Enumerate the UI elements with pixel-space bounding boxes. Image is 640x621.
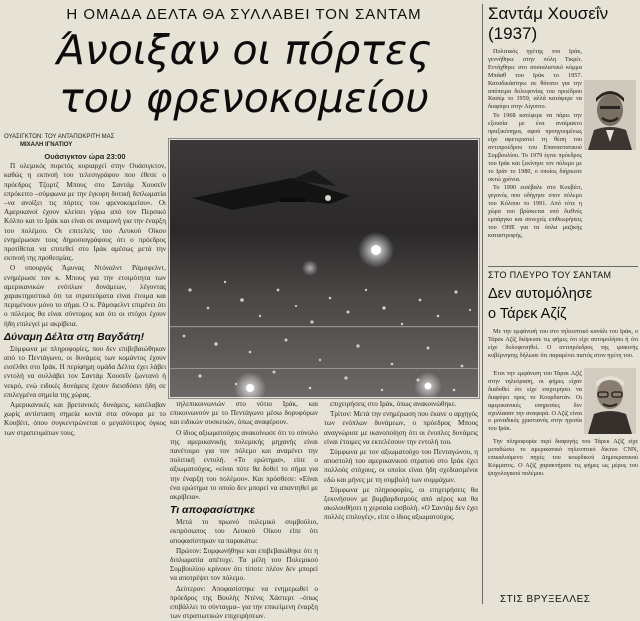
headline-line-1: Άνοιξαν οι πόρτες <box>56 26 432 74</box>
article-kicker: Η ΟΜΑΔΑ ΔΕΛΤΑ ΘΑ ΣΥΛΛΑΒΕΙ ΤΟΝ ΣΑΝΤΑΜ <box>66 6 422 23</box>
paragraph: επιχειρήσεις στο Ιράκ, όπως ανακοινώθηκε. <box>330 400 457 408</box>
stealth-bomber-photo <box>170 140 478 397</box>
article-column-3 <box>324 400 478 604</box>
paragraph: Σύμφωνα με πληροφορίες, που δεν επιβεβαιώθηκαν από το Πεντάγωνο, οι δυνάμεις των κομάντος έχουν εισέλθει στο Ιράκ. Η περίφημη ομάδα Δέλτα έχει λάβει εντολή να συλλάβει τον Σαντάμ Χουσεΐν ζωντανό ή νεκρό, ενώ ειδικές δυνάμεις έχουν διεισδύσει ήδη σε επιλεγμένα σημεία της χώρας. <box>4 344 166 399</box>
sidebar-divider <box>488 266 638 267</box>
subheading-decisions: Τι αποφασίστηκε <box>170 504 255 517</box>
article-column-2 <box>170 400 318 621</box>
sidebar-title <box>488 4 638 44</box>
paragraph: Την πληροφορία περί διαφυγής του Τάρεκ Αζίζ είχε μεταδώσει το αμερικανικό τηλεοπτικό δίκτυο CNN, επικαλούμενο πηγές του κουρδικού Δημοκρατικού Κόμματος. Ο Αζίζ χαρακτήρισε τις φήμες ως μέρος του ψυχολογικού πολέμου. <box>488 438 638 477</box>
sidebar-headline-line-1: Δεν αυτομόλησε <box>488 286 593 302</box>
article-headline <box>20 26 468 122</box>
sidebar-aziz-text <box>488 370 582 436</box>
saddam-portrait <box>584 80 636 150</box>
headline-line-2: του φρενοκομείου <box>59 74 429 122</box>
byline-name: ΜΙΧΑΛΗ ΙΓΝΑΤΙΟΥ <box>20 142 73 148</box>
sidebar-headline-line-2: ο Τάρεκ Αζίζ <box>488 306 567 322</box>
sidebar-aziz-text-continued <box>488 438 638 590</box>
paragraph: Με την εμφάνισή του στο τηλεοπτικό κανάλι του Ιράκ, ο Τάρεκ Αζίζ διέψευσε τις φήμες ότι είχε αυτομολήσει ή ότι είχε δολοφονηθεί. Ο αντιπρόεδρος της ιρακινής κυβέρνησης δήλωσε ότι παραμένει πιστός στον ηγέτη του. <box>488 328 638 359</box>
subheading-delta: Δύναμη Δέλτα στη Βαγδάτη! <box>4 330 145 343</box>
sidebar-headline <box>488 284 638 324</box>
byline-role: ΟΥΑΣΙΓΚΤΟΝ: ΤΟΥ ΑΝΤΑΠΟΚΡΙΤΗ ΜΑΣ <box>4 134 115 140</box>
aziz-portrait <box>584 368 636 434</box>
sidebar-aziz-intro <box>488 328 638 368</box>
paragraph: Έτσι την εμφάνιση του Τάρεκ Αζίζ στην τηλεόραση, οι φήμες είχαν διαδοθεί ότι είχε επιχειρήσει να διαφύγει προς το Κουρδιστάν. Οι αμερικανικές υπηρεσίες δεν σχολίασαν την αναφορά. Ο Αζίζ είναι ο μοναδικός χριστιανός στην ηγεσία του Ιράκ. <box>488 370 582 433</box>
paragraph: τηλεπικοινωνιών στο νότιο Ιράκ, και επικοινωνούν με το Πεντάγωνο μέσω δορυφόρων και ειδικών συσκευών, όπως αναφέρουν. <box>170 400 318 427</box>
paragraph: Σύμφωνα με τον αξιωματούχο του Πενταγώνου, η αποστολή του αμερικανικού στρατού στο Ιράκ έχει πολλούς στόχους, οι οποίοι είναι ήδη σχεδιασμένοι εδώ και μήνες με τη συμβολή των συμμάχων. <box>324 448 478 484</box>
column-divider <box>482 4 483 604</box>
paragraph: Αμερικανικές και βρετανικές δυνάμεις, κατέλαβαν χωρίς αντίσταση σημεία κοντά στα σύνορα με το Κουβέιτ, όπου συγκεντρώνεται ο μεγαλύτερος όγκος των στρατευμάτων τους. <box>4 401 166 437</box>
paragraph: Σύμφωνα με πληροφορίες, οι επιχειρήσεις θα ξεκινήσουν με βομβαρδισμούς από αέρος και θα ακολουθήσει η χερσαία εισβολή. «Ο Σαντάμ δεν έχει πολλές επιλογές», είπε ο ίδιος αξιωματούχος. <box>324 485 478 522</box>
paragraph: Το 1990 εισέβαλε στο Κουβέιτ, γεγονός που οδήγησε στον πόλεμο του Κόλπου το 1991. Από τότε η χώρα του βρίσκεται υπό διεθνές εμπάργκο και συνεχείς επιθεωρήσεις του ΟΗΕ για τα όπλα μαζικής καταστροφής. <box>488 184 582 239</box>
paragraph: Δεύτερον: Αποφασίστηκε να ενημερωθεί ο πρόεδρος της Βουλής Ντένις Χάστερτ –όπως επιβάλλει το σύνταγμα– για την επικείμενη έναρξη των στρατιωτικών επιχειρήσεων. <box>170 584 318 621</box>
paragraph: Π ολεμικός πυρετός κυριαρχεί στην Ουάσιγκτον, καθώς η εκπνοή του τελεσιγράφου που έθεσε ο πρόεδρος Τζορτζ Μπους στο Σαντάμ Χουσεΐν επρόκειτο –σύμφωνα με την έγκυρη δυτική διπλωματία –να ανοίξει τις πόρτες του φρενοκομείου». Οι Αμερικανοί έχουν κλείσει γύρω από τον Περσικό Κόλπο και το Ιράκ και είναι σε αναμονή για την έναρξη του πολέμου. Οι επιτελείς του Λευκού Οίκου ενημέρωσαν τους δημοσιογράφους ότι ο πρόεδρος προτίθεται να επιτεθεί στο Ιράκ αμέσως μετά την εκπνοή της προθεσμίας. <box>4 162 166 263</box>
paragraph: Πολιτικός ηγέτης του Ιράκ, γεννήθηκε στην πόλη Τικρίτ. Εντάχθηκε στο σοσιαλιστικό κόμμα Μπάαθ του Ιράκ το 1957. Καταδικάστηκε σε θάνατο για την απόπειρα δολοφονίας του προέδρου Κασέμ το 1959, αλλά κατάφερε να διαφύγει στην Αίγυπτο. <box>488 48 582 111</box>
sidebar-title-name: Σαντάμ Χουσεΐν <box>488 4 609 23</box>
dateline: Ουάσιγκτον ώρα 23:00 <box>44 152 126 161</box>
sidebar-footer-kicker: ΣΤΙΣ ΒΡΥΞΕΛΛΕΣ <box>500 594 591 605</box>
paragraph: Μετά το πρωινό πολεμικό συμβούλιο, εκπρόσωπος του Λευκού Οίκου είπε ότι αποφασίστηκαν τα παρακάτω: <box>170 518 318 545</box>
sidebar-bio-text <box>488 48 582 263</box>
sidebar-kicker: ΣΤΟ ΠΛΕΥΡΟ ΤΟΥ ΣΑΝΤΑΜ <box>488 270 612 280</box>
paragraph: Πρώτον: Συμφωνήθηκε και επιβεβαιώθηκε ότι η διπλωματία απέτυχε. Τα μέλη του Πολεμικού Συμβουλίου κρίνουν ότι τίποτε πλέον δεν μπορεί να αποτρέψει τον πόλεμο. <box>170 546 318 583</box>
article-column-1 <box>4 152 166 604</box>
paragraph: Τρίτον: Μετά την ενημέρωση που έκανε ο αρχηγός των ενόπλων δυνάμεων, ο πρόεδρος Μπους αναγνώρισε με ικανοποίηση ότι οι ένοπλες δυνάμεις είναι έτοιμες να εκτελέσουν την εντολή του. <box>324 410 478 446</box>
paragraph: Το 1968 κατέφερε να πάρει την εξουσία με ένα αναίμακτο πραξικόπημα, αφού προηγουμένως είχε σφετεριστεί τη θέση του αντιπροέδρου του Επαναστατικού Συμβουλίου. Το 1979 έγινε πρόεδρος του Ιράκ και ξεκίνησε τον πόλεμο με το Ιράν το 1980, ο οποίος διήρκεσε οκτώ χρόνια. <box>488 112 582 183</box>
paragraph: Ο υπουργός Άμυνας Ντόναλντ Ράμσφελντ, ενημέρωσε τον κ. Μπους για την ετοιμότητα των αμερικανικών ενόπλων δυνάμεων, λέγοντας χαρακτηριστικά ότι τα στρατεύματα είναι έτοιμα και περιμένουν μόνο το σήμα. Ο κ. Ράμσφελντ επιμένει ότι ο πόλεμος θα είναι σύντομος και ότι οι στόχοι έχουν ήδη επιλεγεί με ακρίβεια. <box>4 264 166 328</box>
sidebar-title-year: (1937) <box>488 24 538 43</box>
paragraph: Ο ίδιος αξιωματούχος ανακοίνωσε ότι το σύνολο της αμερικανικής πολεμικής μηχανής είναι πανέτοιμο για τον πόλεμο και αναμένει την πολιτική εντολή. «Το ερώτημα», είπε ο αξιωματούχος, «είναι πότε θα δοθεί το σήμα για την έναρξη του πολέμου». Και πρόσθεσε: «Είναι ένα ερώτημα το οποίο δεν μπορεί να απαντηθεί με ακρίβεια». <box>170 428 318 502</box>
